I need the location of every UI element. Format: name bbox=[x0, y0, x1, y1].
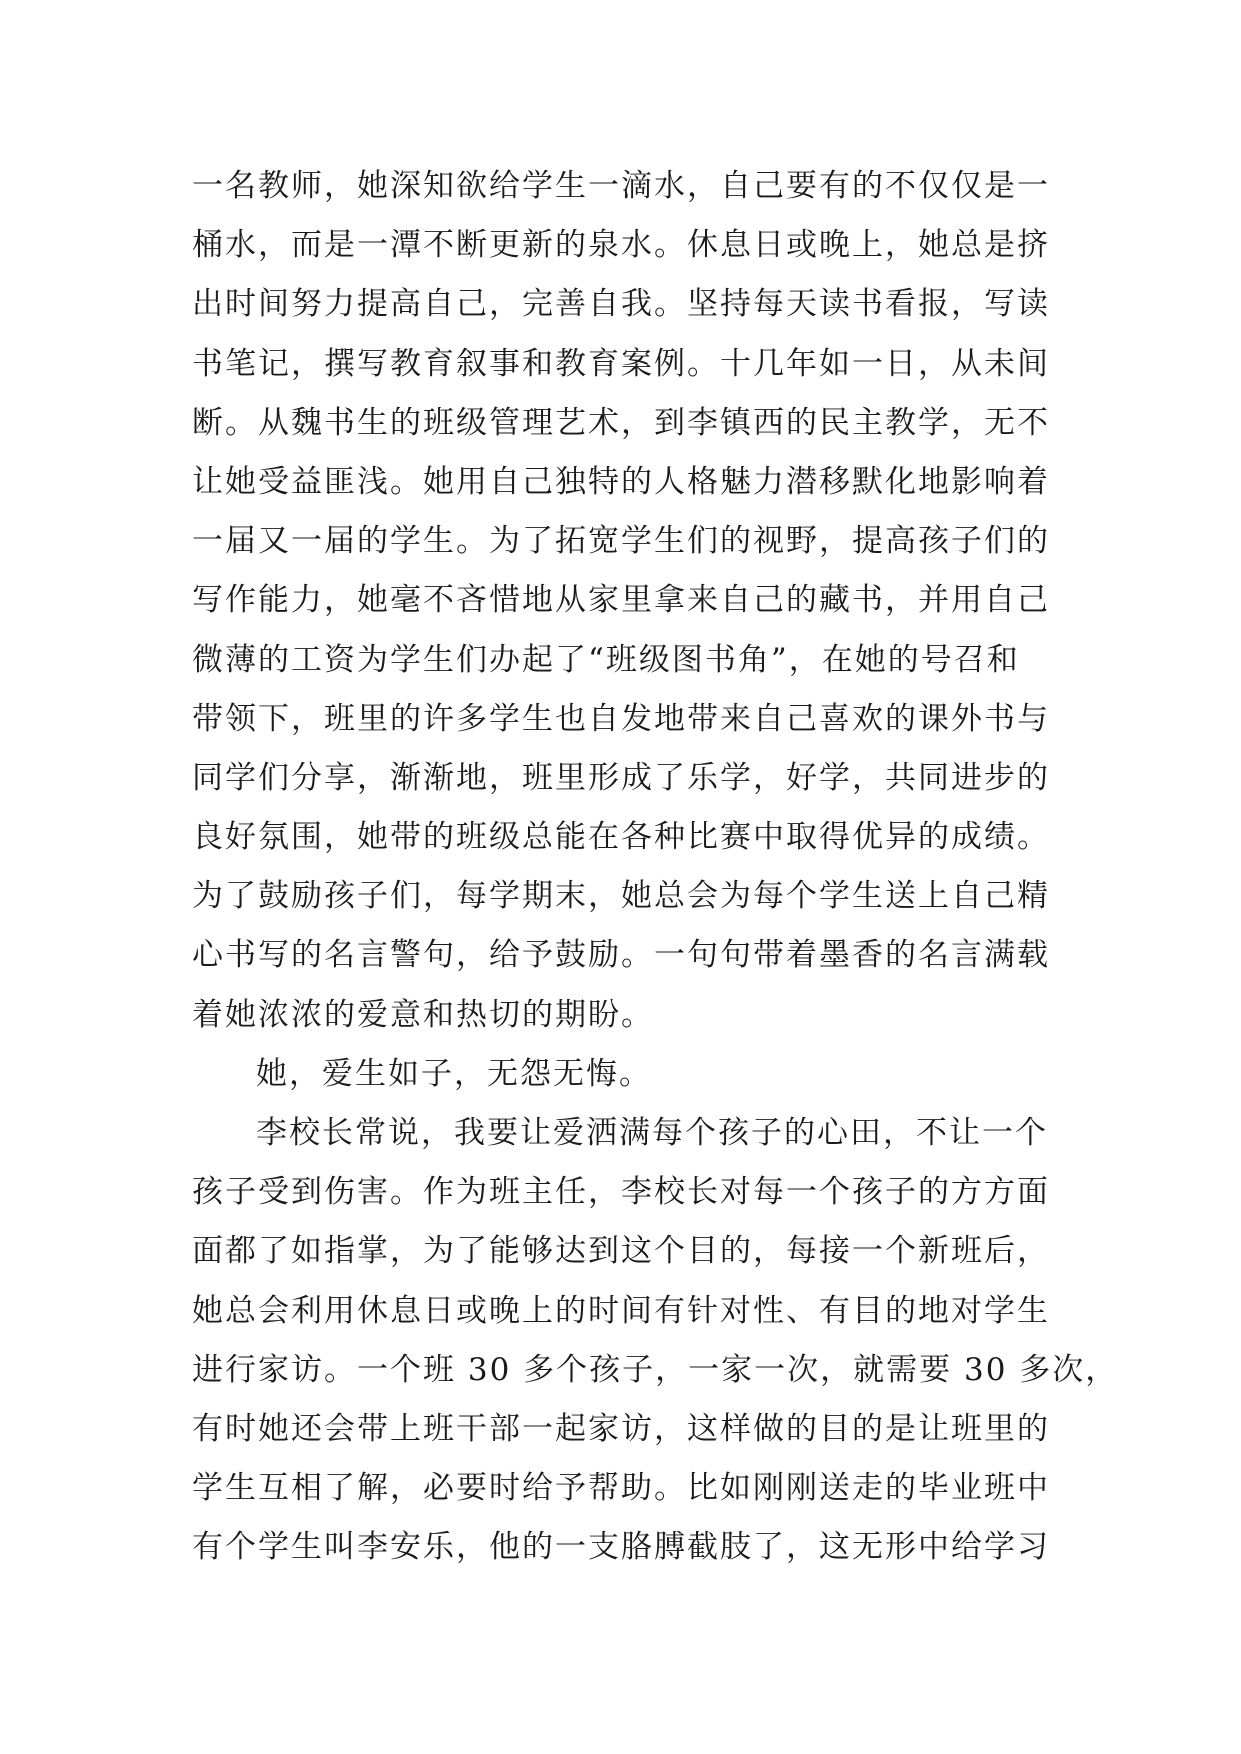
text-line: 有个学生叫李安乐，他的一支胳膊截肢了，这无形中给学习 bbox=[192, 1529, 1050, 1566]
text-line: 断。从魏书生的班级管理艺术，到李镇西的民主教学，无不 bbox=[192, 404, 1050, 441]
text-line: 让她受益匪浅。她用自己独特的人格魅力潜移默化地影响着 bbox=[192, 463, 1050, 500]
text-line: 写作能力，她毫不吝惜地从家里拿来自己的藏书，并用自己 bbox=[192, 582, 1050, 619]
text-line: 良好氛围，她带的班级总能在各种比赛中取得优异的成绩。 bbox=[192, 819, 1050, 856]
text-line: 带领下，班里的许多学生也自发地带来自己喜欢的课外书与 bbox=[192, 700, 1050, 737]
body-text bbox=[192, 157, 1119, 1578]
text-line: 她总会利用休息日或晚上的时间有针对性、有目的地对学生 bbox=[192, 1292, 1050, 1329]
text-line: 孩子受到伤害。作为班主任，李校长对每一个孩子的方方面 bbox=[192, 1174, 1050, 1211]
text-line: 她，爱生如子，无怨无悔。 bbox=[256, 1055, 652, 1092]
text-line: 桶水，而是一潭不断更新的泉水。休息日或晚上，她总是挤 bbox=[192, 227, 1050, 264]
text-line: 一届又一届的学生。为了拓宽学生们的视野，提高孩子们的 bbox=[192, 523, 1050, 560]
text-line: 李校长常说，我要让爱洒满每个孩子的心田，不让一个 bbox=[256, 1115, 1048, 1151]
text-line: 着她浓浓的爱意和热切的期盼。 bbox=[192, 996, 654, 1033]
text-line: 书笔记，撰写教育叙事和教育案例。十几年如一日，从未间 bbox=[192, 345, 1050, 382]
text-line: 为了鼓励孩子们，每学期末，她总会为每个学生送上自己精 bbox=[192, 878, 1050, 915]
text-line: 一名教师，她深知欲给学生一滴水，自己要有的不仅仅是一 bbox=[192, 168, 1050, 204]
text-line: 有时她还会带上班干部一起家访，这样做的目的是让班里的 bbox=[192, 1410, 1050, 1447]
text-line: 微薄的工资为学生们办起了“班级图书角”，在她的号召和 bbox=[192, 641, 1020, 678]
text-line: 学生互相了解，必要时给予帮助。比如刚刚送走的毕业班中 bbox=[192, 1470, 1050, 1507]
text-line: 进行家访。一个班 30 多个孩子，一家一次，就需要 30 多次， bbox=[192, 1351, 1119, 1388]
text-line: 出时间努力提高自己，完善自我。坚持每天读书看报，写读 bbox=[192, 286, 1050, 323]
text-line: 面都了如指掌，为了能够达到这个目的，每接一个新班后， bbox=[192, 1233, 1050, 1270]
text-line: 心书写的名言警句，给予鼓励。一句句带着墨香的名言满载 bbox=[192, 937, 1050, 974]
text-line: 同学们分享，渐渐地，班里形成了乐学，好学，共同进步的 bbox=[192, 759, 1050, 796]
